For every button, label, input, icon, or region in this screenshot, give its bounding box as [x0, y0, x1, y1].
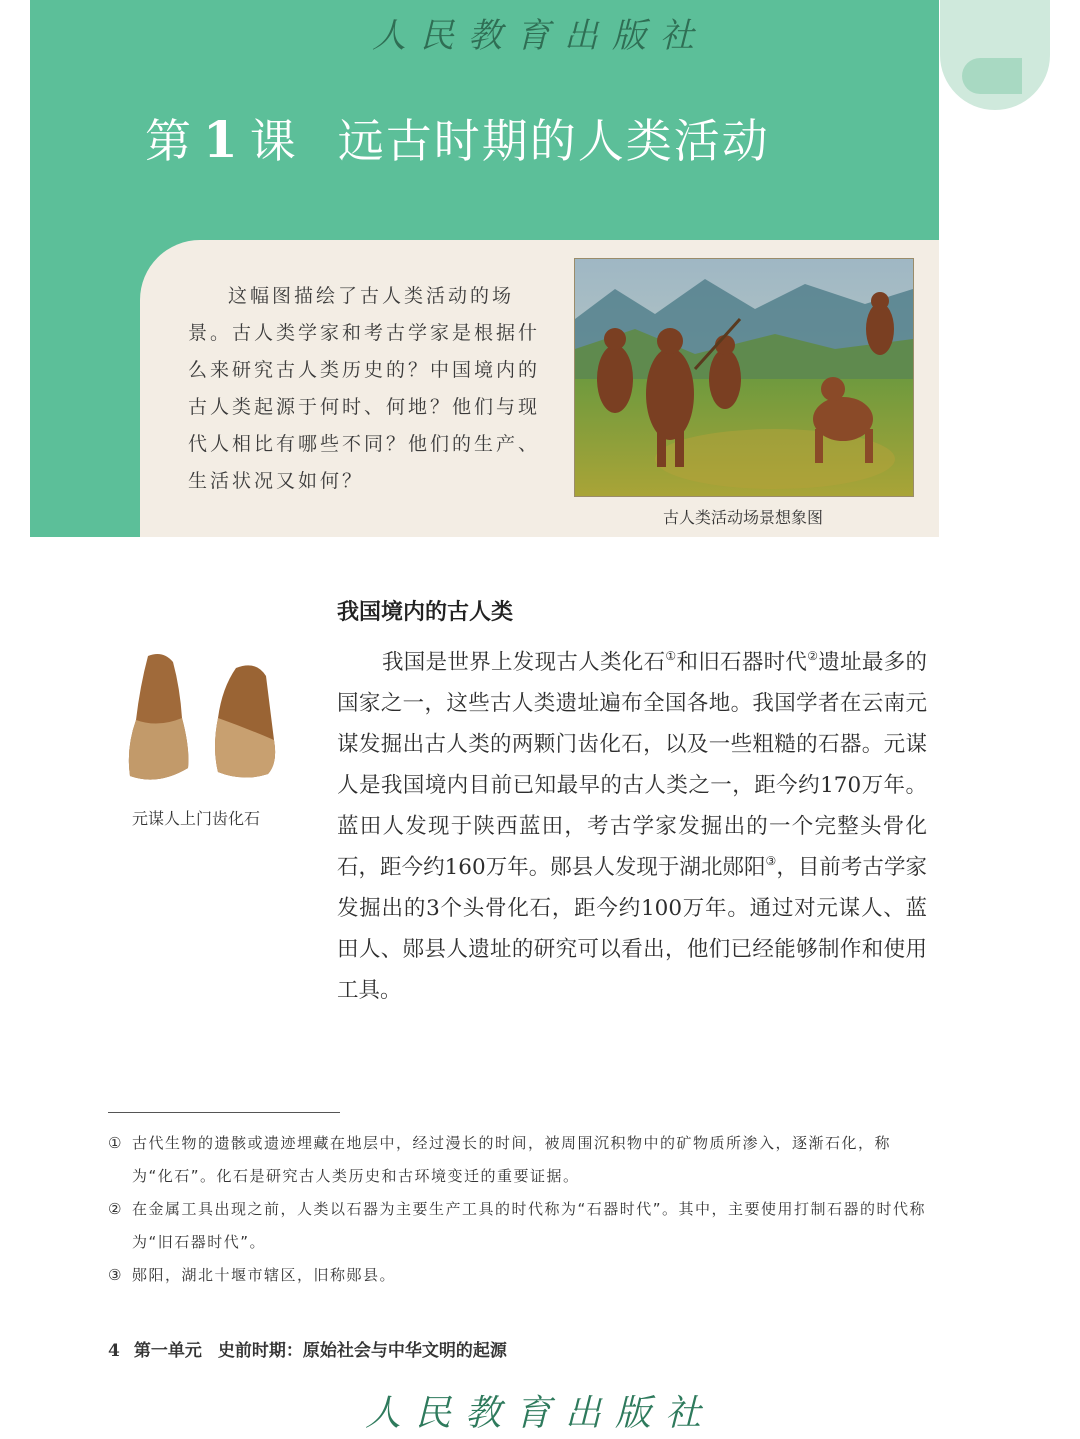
footnote-2-mark: ②	[108, 1200, 123, 1218]
body-text-part-4: ，目前考古学家发掘出的3个头骨化石，距今约100万年。通过对元谋人、蓝田人、郧县人遗址的研究可以看出，他们已经能够制作和使用工具。	[337, 855, 927, 1003]
footnote-3	[108, 1259, 930, 1292]
footnote-ref-2[interactable]: ②	[807, 649, 819, 663]
footnote-ref-3[interactable]: ③	[765, 854, 777, 868]
footnote-3-mark: ③	[108, 1266, 123, 1284]
footnote-2	[108, 1193, 930, 1259]
footnote-1-mark: ①	[108, 1134, 123, 1152]
page-number: 4	[108, 1341, 120, 1361]
lesson-prefix: 第	[145, 114, 193, 168]
footnote-1	[108, 1127, 930, 1193]
body-text-part-1: 我国是世界上发现古人类化石	[382, 650, 666, 675]
unit-label: 第一单元	[133, 1341, 202, 1361]
unit-title: 史前时期：原始社会与中华文明的起源	[217, 1341, 507, 1361]
intro-text: 这幅图描绘了古人类活动的场景。古人类学家和考古学家是根据什么来研究古人类历史的？中国境内的古人类起源于何时、何地？他们与现代人相比有哪些不同？他们的生产、生活状况又如何？	[188, 285, 541, 492]
decorative-circle-inner	[962, 58, 1022, 94]
section-heading: 我国境内的古人类	[337, 599, 514, 625]
publisher-logo-top: 人民教育出版社	[372, 16, 708, 56]
lesson-suffix: 课	[249, 114, 298, 168]
lesson-title	[145, 105, 770, 171]
section-body-text	[337, 642, 927, 1011]
lesson-title-text: 远古时期的人类活动	[337, 114, 770, 168]
footnote-divider	[108, 1112, 340, 1113]
yuanmou-teeth-image	[118, 648, 288, 793]
footnote-1-text: 古代生物的遗骸或遗迹埋藏在地层中，经过漫长的时间，被周围沉积物中的矿物质所渗入，逐渐石化，称为“化石”。化石是研究古人类历史和古环境变迁的重要证据。	[132, 1134, 892, 1185]
page-footer	[108, 1336, 507, 1361]
ancient-human-scene-image	[574, 258, 914, 497]
footnotes	[108, 1127, 930, 1292]
footnote-2-text: 在金属工具出现之前，人类以石器为主要生产工具的时代称为“石器时代”。其中，主要使用打制石器的时代称为“旧石器时代”。	[132, 1200, 927, 1251]
publisher-logo-bottom: 人民教育出版社	[364, 1393, 715, 1434]
scene-illustration	[575, 259, 913, 496]
lesson-number: 1	[203, 110, 240, 169]
body-text-part-2: 和旧石器时代	[676, 650, 808, 675]
footnote-3-text: 郧阳，湖北十堰市辖区，旧称郧县。	[132, 1266, 397, 1284]
footnote-ref-1[interactable]: ①	[665, 649, 677, 663]
teeth-illustration	[118, 648, 288, 793]
scene-image-caption: 古人类活动场景想象图	[662, 508, 823, 527]
body-text-part-3: 遗址最多的国家之一，这些古人类遗址遍布全国各地。我国学者在云南元谋发掘出古人类的两颗门齿化石，以及一些粗糙的石器。元谋人是我国境内目前已知最早的古人类之一，距今约170万年。蓝田人发现于陕西蓝田，考古学家发掘出的一个完整头骨化石，距今约160万年。郧县人发现于湖北郧阳	[337, 650, 927, 880]
teeth-image-caption: 元谋人上门齿化石	[132, 809, 261, 828]
